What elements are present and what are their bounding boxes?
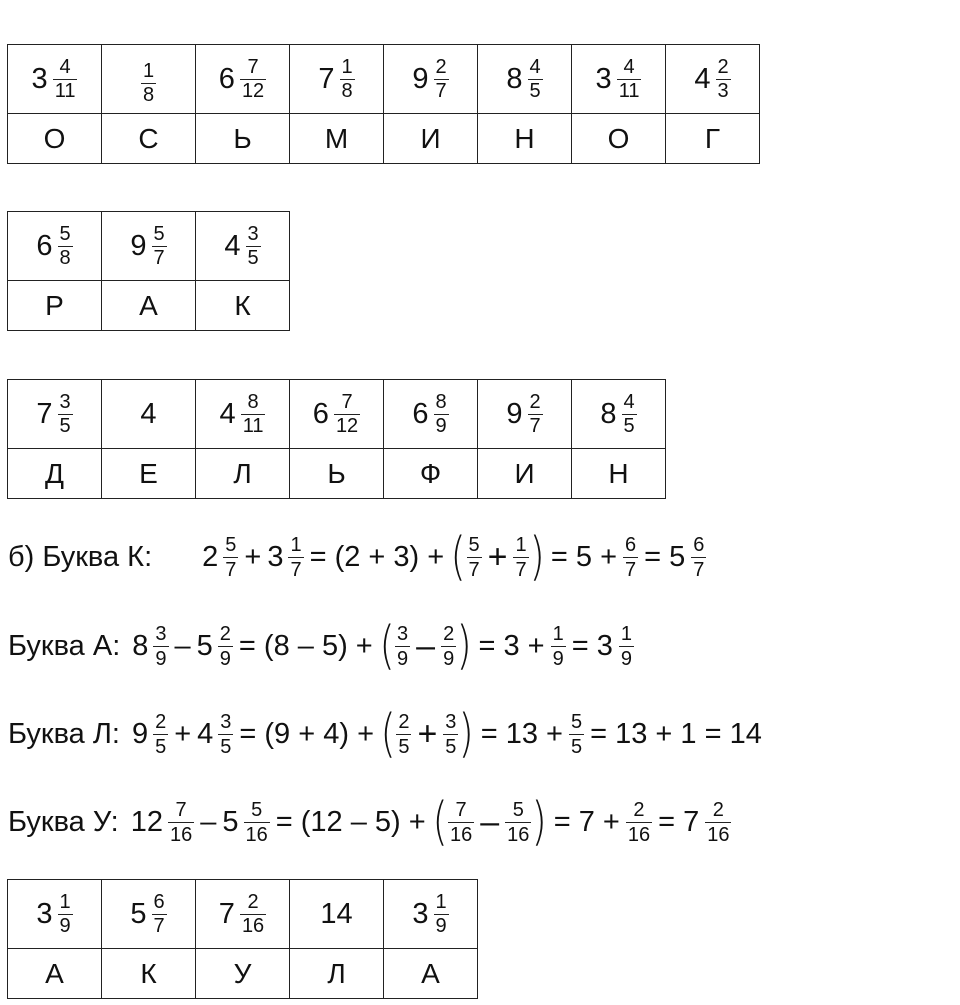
letters-row: [8, 114, 760, 164]
letter-cell: Е: [102, 449, 196, 499]
letter-cell: М: [290, 114, 384, 164]
letter-cell: А: [102, 281, 196, 331]
worked-line-a: Буква А: 8 $\frac{3}{9}$ – 5 $\frac{2}{9}$ = (8 – 5) + ( $\frac{3}{9}$ – $\frac{2}{9}$ ) = 3 + $\frac{1}{9}$ = 3 $\frac{1}{9}$: [8, 616, 632, 676]
answer-table-1: [7, 44, 760, 164]
number-cell: 4 $\frac{8}{11}$: [196, 380, 290, 449]
number-cell: 8 $\frac{4}{5}$: [572, 380, 666, 449]
letter-cell: Ь: [290, 449, 384, 499]
letter-cell: Д: [8, 449, 102, 499]
numbers-row: [8, 212, 290, 281]
line-label: б) Буква К:: [8, 540, 153, 573]
number-cell: 7 $\frac{2}{16}$: [196, 880, 290, 949]
number-cell: 6 $\frac{5}{8}$: [8, 212, 102, 281]
letter-cell: Р: [8, 281, 102, 331]
number-cell: 9 $\frac{5}{7}$: [102, 212, 196, 281]
line-label: Буква А:: [8, 629, 121, 662]
number-cell: 7 $\frac{3}{5}$: [8, 380, 102, 449]
letter-cell: О: [572, 114, 666, 164]
letter-cell: А: [8, 949, 102, 999]
letter-cell: О: [8, 114, 102, 164]
number-cell: 9 $\frac{2}{7}$: [478, 380, 572, 449]
number-cell: 4 $\frac{3}{5}$: [196, 212, 290, 281]
number-cell: 3 $\frac{1}{9}$: [384, 880, 478, 949]
number-cell: 3 $\frac{4}{11}$: [572, 45, 666, 114]
letter-cell: К: [102, 949, 196, 999]
numbers-row: [8, 380, 666, 449]
worked-line-k: б) Буква К: 2 $\frac{5}{7}$ + 3 $\frac{1}{7}$ = (2 + 3) + ( $\frac{5}{7}$ + $\frac{1}{7}$ ) = 5 + $\frac{6}{7}$ = 5 $\frac{6}{7}$: [8, 527, 705, 587]
letter-cell: И: [478, 449, 572, 499]
numbers-row: [8, 880, 478, 949]
numbers-row: [8, 45, 760, 114]
letter-cell: С: [102, 114, 196, 164]
number-cell: 6 $\frac{7}{12}$: [290, 380, 384, 449]
letters-row: [8, 949, 478, 999]
number-cell: 4 $\frac{2}{3}$: [666, 45, 760, 114]
letter-cell: Г: [666, 114, 760, 164]
letter-cell: К: [196, 281, 290, 331]
number-cell: 3 $\frac{1}{9}$: [8, 880, 102, 949]
letter-cell: Л: [290, 949, 384, 999]
letter-cell: Ф: [384, 449, 478, 499]
letter-cell: А: [384, 949, 478, 999]
answer-table-4: [7, 879, 478, 999]
number-cell: 8 $\frac{4}{5}$: [478, 45, 572, 114]
number-cell: 6 $\frac{8}{9}$: [384, 380, 478, 449]
answer-table-2: [7, 211, 290, 331]
letter-cell: Н: [572, 449, 666, 499]
letter-cell: Н: [478, 114, 572, 164]
line-label: Буква Л:: [8, 717, 120, 750]
letter-cell: Ь: [196, 114, 290, 164]
number-cell: 4: [102, 380, 196, 449]
number-cell: $\frac{1}{8}$: [102, 45, 196, 114]
letter-cell: У: [196, 949, 290, 999]
answer-table-3: [7, 379, 666, 499]
worked-line-u: Буква У: 12 $\frac{7}{16}$ – 5 $\frac{5}{16}$ = (12 – 5) + ( $\frac{7}{16}$ – $\frac{5}{16}$ ) = 7 + $\frac{2}{16}$ = 7 $\frac{2}{16}$: [8, 792, 730, 852]
number-cell: 7 $\frac{1}{8}$: [290, 45, 384, 114]
number-cell: 3 $\frac{4}{11}$: [8, 45, 102, 114]
number-cell: 6 $\frac{7}{12}$: [196, 45, 290, 114]
letters-row: [8, 281, 290, 331]
letter-cell: И: [384, 114, 478, 164]
line-label: Буква У:: [8, 805, 119, 838]
number-cell: 5 $\frac{6}{7}$: [102, 880, 196, 949]
number-cell: 9 $\frac{2}{7}$: [384, 45, 478, 114]
letter-cell: Л: [196, 449, 290, 499]
letters-row: [8, 449, 666, 499]
worked-line-l: Буква Л: 9 $\frac{2}{5}$ + 4 $\frac{3}{5}$ = (9 + 4) + ( $\frac{2}{5}$ + $\frac{3}{5}$ ) = 13 + $\frac{5}{5}$ = 13 + 1 = 14: [8, 704, 762, 764]
number-cell: 14: [290, 880, 384, 949]
